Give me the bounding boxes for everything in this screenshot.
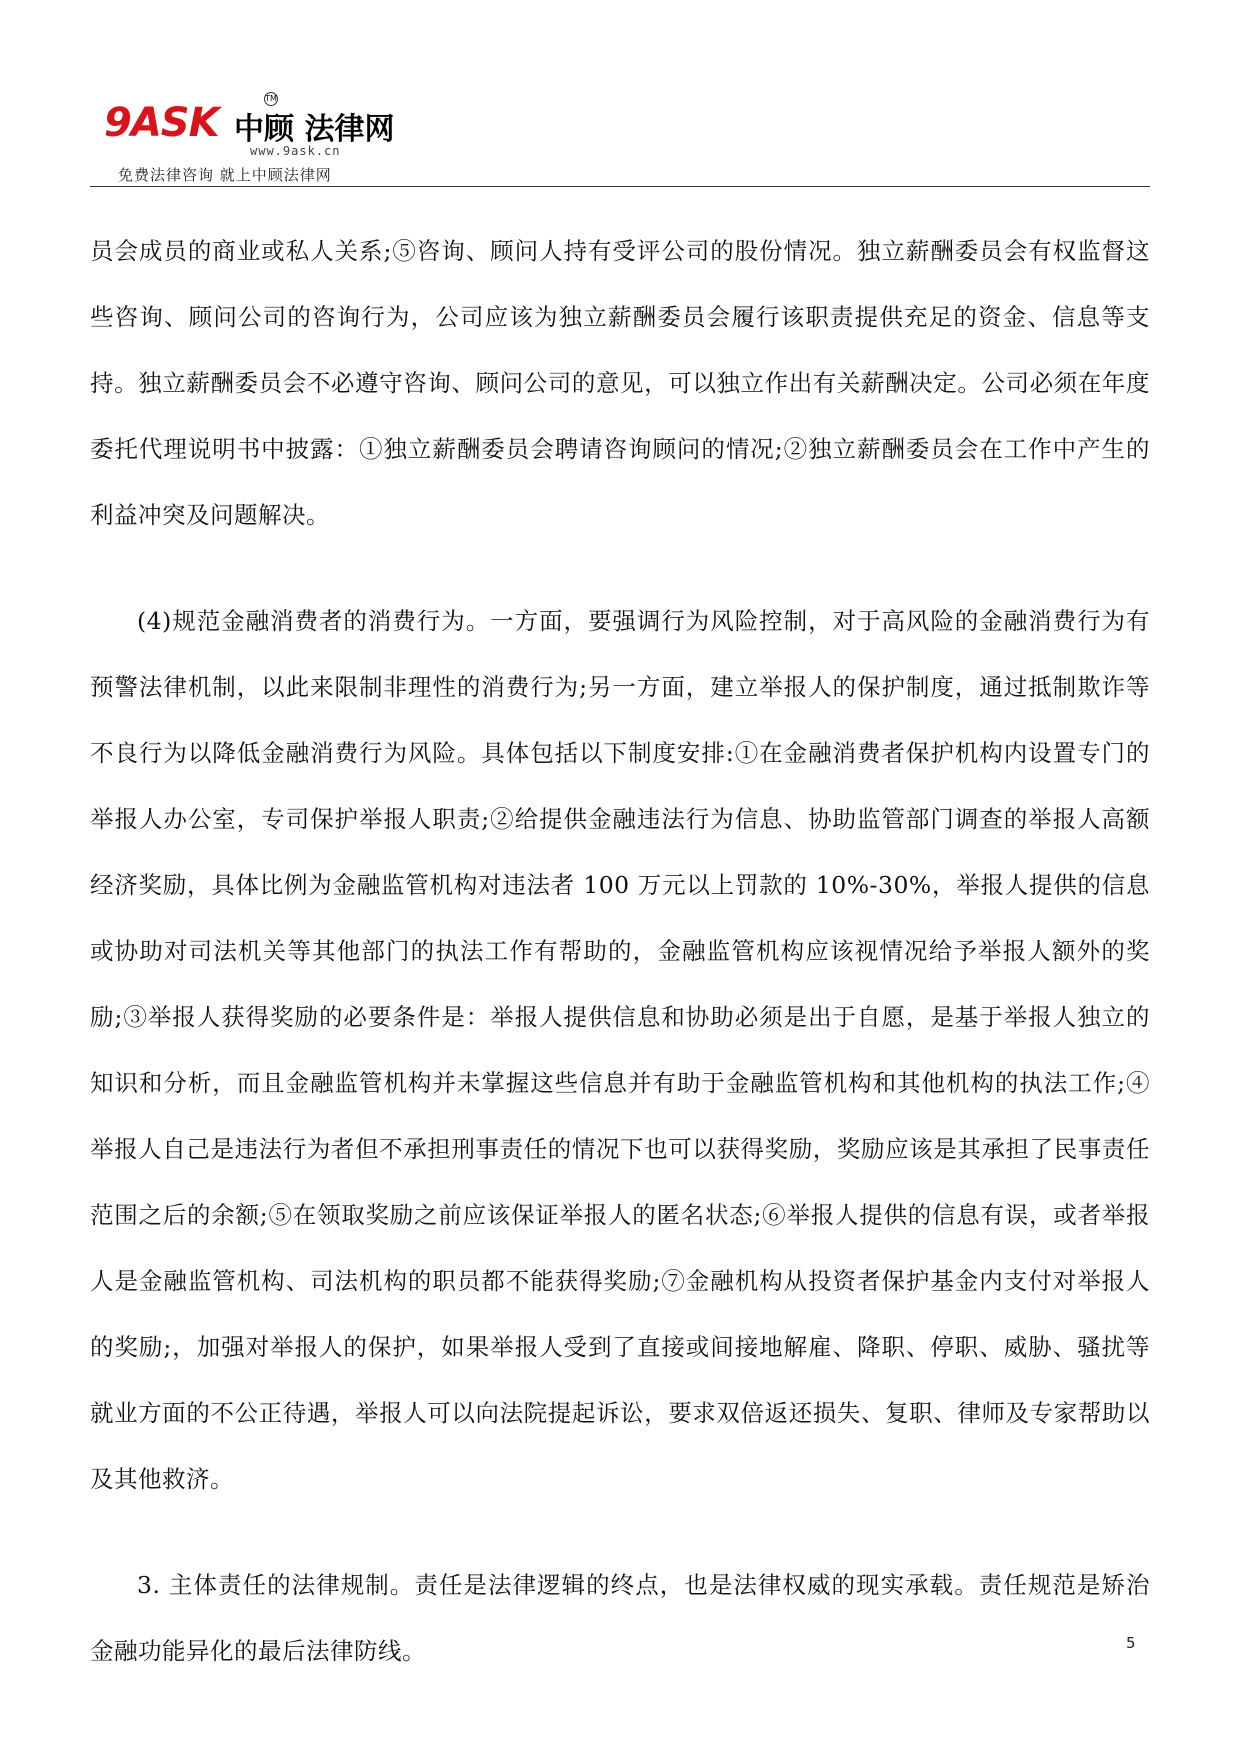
page-header: [90, 92, 1150, 182]
logo-mark: 9ASK: [104, 100, 219, 146]
paragraph-subject-liability: 3. 主体责任的法律规制。责任是法律逻辑的终点，也是法律权威的现实承载。责任规范是矫治金融功能异化的最后法律防线。: [90, 1571, 1150, 1665]
site-logo[interactable]: [104, 94, 434, 185]
paragraph-continued: 员会成员的商业或私人关系;⑤咨询、顾问人持有受评公司的股份情况。独立薪酬委员会有权监督这些咨询、顾问公司的咨询行为，公司应该为独立薪酬委员会履行该职责提供充足的资金、信息等支持。独立薪酬委员会不必遵守咨询、顾问公司的意见，可以独立作出有关薪酬决定。公司必须在年度委托代理说明书中披露：①独立薪酬委员会聘请咨询顾问的情况;②独立薪酬委员会在工作中产生的利益冲突及问题解决。: [90, 237, 1150, 529]
trademark-icon: TM: [264, 92, 278, 106]
document-body: [90, 218, 1150, 1684]
header-divider: [90, 186, 1150, 187]
logo-slogan: 免费法律咨询 就上中顾法律网: [118, 166, 332, 184]
logo-url: www.9ask.cn: [250, 144, 341, 158]
logo-chinese-name: 中顾 法律网: [234, 112, 395, 147]
paragraph-consumer-behavior: (4)规范金融消费者的消费行为。一方面，要强调行为风险控制，对于高风险的金融消费行为有预警法律机制，以此来限制非理性的消费行为;另一方面，建立举报人的保护制度，通过抵制欺诈等不良行为以降低金融消费行为风险。具体包括以下制度安排:①在金融消费者保护机构内设置专门的举报人办公室，专司保护举报人职责;②给提供金融违法行为信息、协助监管部门调查的举报人高额经济奖励，具体比例为金融监管机构对违法者 100 万元以上罚款的 10%-30%，举报人提供的信息或协助对司法机关等其他部门的执法工作有帮助的，金融监管机构应该视情况给予举报人额外的奖励;③举报人获得奖励的必要条件是：举报人提供信息和协助必须是出于自愿，是基于举报人独立的知识和分析，而且金融监管机构并未掌握这些信息并有助于金融监管机构和其他机构的执法工作;④举报人自己是违法行为者但不承担刑事责任的情况下也可以获得奖励，奖励应该是其承担了民事责任范围之后的余额;⑤在领取奖励之前应该保证举报人的匿名状态;⑥举报人提供的信息有误，或者举报人是金融监管机构、司法机构的职员都不能获得奖励;⑦金融机构从投资者保护基金内支付对举报人的奖励;，加强对举报人的保护，如果举报人受到了直接或间接地解雇、降职、停职、威胁、骚扰等就业方面的不公正待遇，举报人可以向法院提起诉讼，要求双倍返还损失、复职、律师及专家帮助以及其他救济。: [90, 607, 1150, 1493]
page-number: 5: [1126, 1634, 1136, 1652]
